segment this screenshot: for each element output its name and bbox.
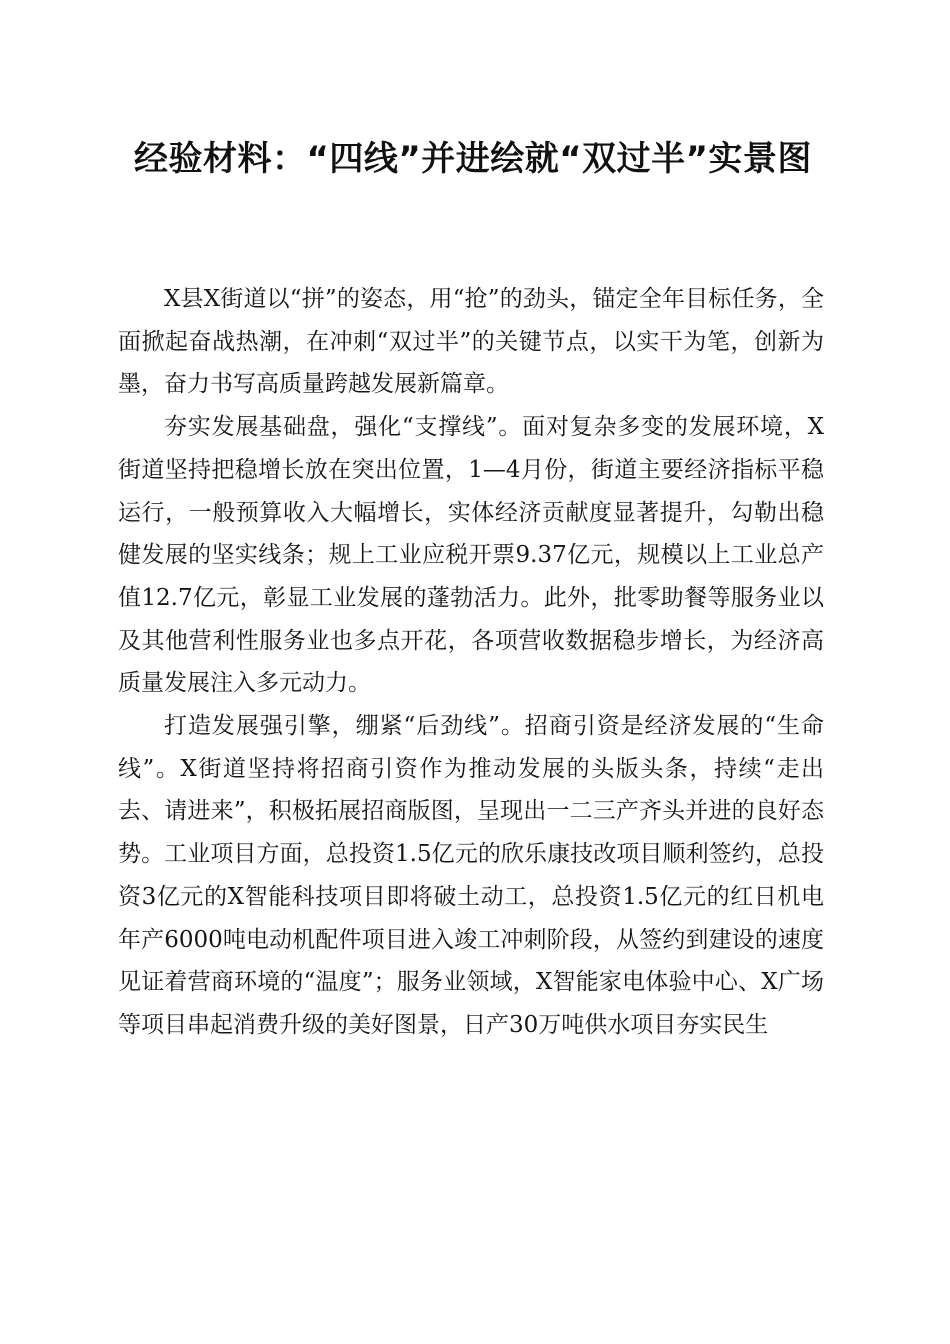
document-title: 经验材料：“四线”并进绘就“双过半”实景图 (134, 139, 812, 179)
paragraph-support-line: 夯实发展基础盘，强化“支撑线”。面对复杂多变的发展环境，X街道坚持把稳增长放在突出位置，1—4月份，街道主要经济指标平稳运行，一般预算收入大幅增长，实体经济贡献度显著提升，勾勒出稳健发展的坚实线条；规上工业应税开票9.37亿元，规模以上工业总产值12.7亿元，彰显工业发展的蓬勃活力。此外，批零助餐等服务业以及其他营利性服务业也多点开花，各项营收数据稳步增长，为经济高质量发展注入多元动力。 (118, 414, 824, 697)
paragraph-momentum-line: 打造发展强引擎，绷紧“后劲线”。招商引资是经济发展的“生命线”。X街道坚持将招商引资作为推动发展的头版头条，持续“走出去、请进来”，积极拓展招商版图，呈现出一二三产齐头并进的良好态势。工业项目方面，总投资1.5亿元的欣乐康技改项目顺利签约，总投资3亿元的X智能科技项目即将破土动工，总投资1.5亿元的红日机电年产6000吨电动机配件项目进入竣工冲刺阶段，从签约到建设的速度见证着营商环境的“温度”；服务业领域，X智能家电体验中心、X广场等项目串起消费升级的美好图景，日产30万吨供水项目夯实民生 (118, 713, 824, 1038)
paragraph-intro: X县X街道以“拼”的姿态，用“抢”的劲头，锚定全年目标任务，全面掀起奋战热潮，在冲刺“双过半”的关键节点，以实干为笔，创新为墨，奋力书写高质量跨越发展新篇章。 (118, 286, 824, 398)
document-body (118, 278, 824, 1047)
